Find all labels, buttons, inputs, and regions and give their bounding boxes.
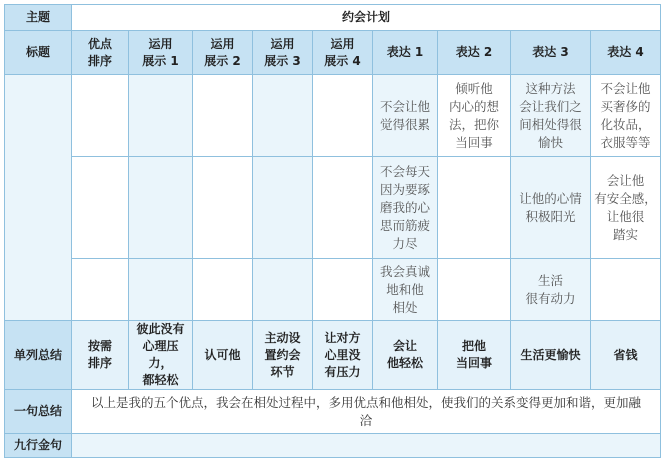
- col-header-express-3: 表达 3: [511, 31, 591, 75]
- summary-cell: 生活更愉快: [511, 321, 591, 390]
- express-4-cell: 不会让他 买奢侈的 化妆品， 衣服等等: [591, 75, 661, 157]
- table-cell: [253, 75, 313, 157]
- table-cell: [72, 157, 129, 259]
- summary-cell: 彼此没有 心理压力， 都轻松: [129, 321, 193, 390]
- express-2-cell: 倾听他 内心的想 法，把你 当回事: [438, 75, 511, 157]
- col-header-apply-2: 运用 展示 2: [193, 31, 253, 75]
- table-row: [5, 75, 661, 157]
- sentence-row: [5, 390, 661, 434]
- express-1-cell: 不会让他 觉得很累: [373, 75, 438, 157]
- table-cell: [253, 259, 313, 321]
- table-cell: [129, 157, 193, 259]
- summary-cell: 把他 当回事: [438, 321, 511, 390]
- summary-cell: 认可他: [193, 321, 253, 390]
- summary-cell: 会让 他轻松: [373, 321, 438, 390]
- table-cell: [253, 157, 313, 259]
- dating-plan-table: [4, 4, 661, 458]
- col-header-express-1: 表达 1: [373, 31, 438, 75]
- table-cell: [193, 157, 253, 259]
- header-row: [5, 31, 661, 75]
- topic-label: 主题: [5, 5, 72, 31]
- sentence-label: 一句总结: [5, 390, 72, 434]
- express-3-cell: 生活 很有动力: [511, 259, 591, 321]
- ninth-value: [72, 434, 661, 458]
- express-2-cell: [438, 157, 511, 259]
- table-cell: [129, 259, 193, 321]
- table-row: [5, 259, 661, 321]
- header-label: 标题: [5, 31, 72, 75]
- summary-cell: 按需 排序: [72, 321, 129, 390]
- summary-cell: 让对方 心里没 有压力: [313, 321, 373, 390]
- summary-label: 单列总结: [5, 321, 72, 390]
- table-cell: [72, 75, 129, 157]
- summary-cell: 省钱: [591, 321, 661, 390]
- summary-row: [5, 321, 661, 390]
- table-cell: [193, 259, 253, 321]
- row-label-blank: [5, 75, 72, 321]
- table-cell: [313, 157, 373, 259]
- table-cell: [129, 75, 193, 157]
- express-2-cell: [438, 259, 511, 321]
- ninth-row: [5, 434, 661, 458]
- col-header-express-4: 表达 4: [591, 31, 661, 75]
- table-cell: [313, 75, 373, 157]
- table-cell: [313, 259, 373, 321]
- table-row: [5, 157, 661, 259]
- sentence-text: 以上是我的五个优点，我会在相处过程中，多用优点和他相处，使我们的关系变得更加和谐，更加融洽: [72, 390, 661, 434]
- col-header-express-2: 表达 2: [438, 31, 511, 75]
- ninth-label: 九行金句: [5, 434, 72, 458]
- table-cell: [193, 75, 253, 157]
- topic-row: [5, 5, 661, 31]
- col-header-apply-3: 运用 展示 3: [253, 31, 313, 75]
- topic-value: 约会计划: [72, 5, 661, 31]
- col-header-apply-1: 运用 展示 1: [129, 31, 193, 75]
- express-1-cell: 我会真诚 地和他 相处: [373, 259, 438, 321]
- express-3-cell: 这种方法 会让我们之 间相处得很 愉快: [511, 75, 591, 157]
- summary-cell: 主动设 置约会 环节: [253, 321, 313, 390]
- express-4-cell: 会让他 有安全感， 让他很 踏实: [591, 157, 661, 259]
- table-cell: [72, 259, 129, 321]
- col-header-apply-4: 运用 展示 4: [313, 31, 373, 75]
- express-1-cell: 不会每天 因为要琢 磨我的心 思而筋疲 力尽: [373, 157, 438, 259]
- col-header-advantage-rank: 优点 排序: [72, 31, 129, 75]
- express-4-cell: [591, 259, 661, 321]
- express-3-cell: 让他的心情 积极阳光: [511, 157, 591, 259]
